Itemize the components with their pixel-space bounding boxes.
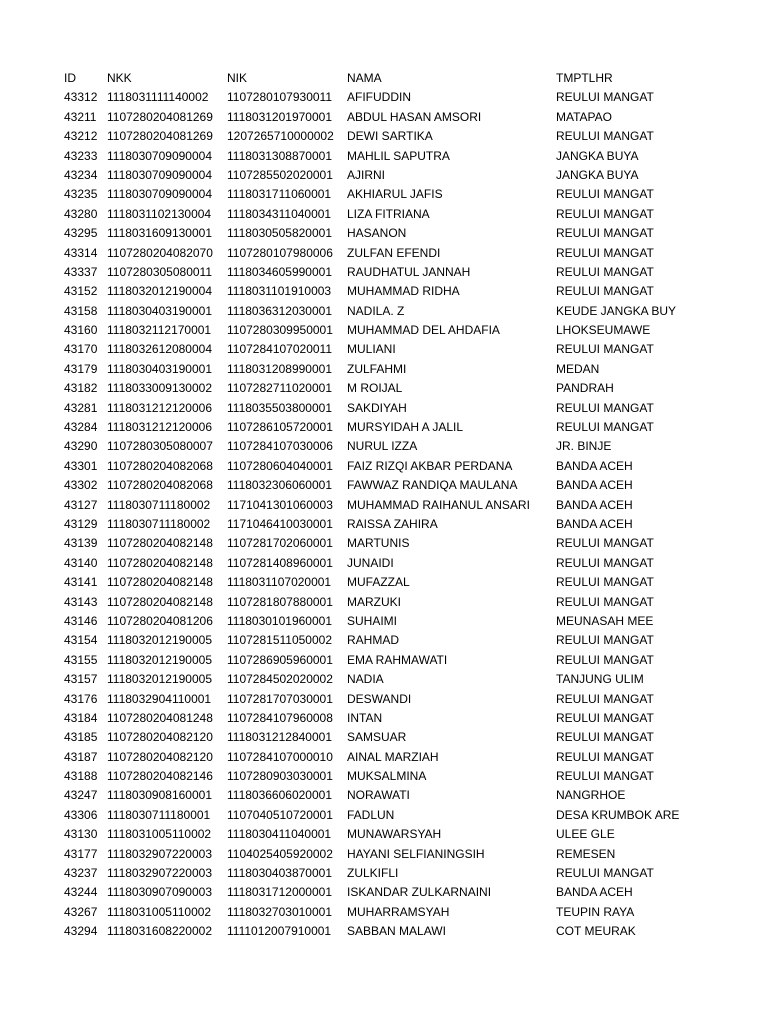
- cell-tmptlhr: REULUI MANGAT: [556, 400, 654, 415]
- cell-id: 43158: [64, 303, 98, 318]
- cell-id: 43152: [64, 284, 98, 299]
- cell-nkk: 1118031609130001: [107, 226, 212, 241]
- cell-tmptlhr: REMESEN: [556, 846, 616, 861]
- cell-tmptlhr: REULUI MANGAT: [556, 730, 654, 745]
- cell-id: 43155: [64, 652, 98, 667]
- cell-nama: INTAN: [347, 710, 383, 725]
- cell-tmptlhr: BANDA ACEH: [556, 885, 633, 900]
- cell-nik: 1118031308870001: [227, 148, 332, 163]
- cell-id: 43267: [64, 904, 98, 919]
- cell-tmptlhr: REULUI MANGAT: [556, 710, 654, 725]
- cell-tmptlhr: REULUI MANGAT: [556, 264, 654, 279]
- cell-tmptlhr: LHOKSEUMAWE: [556, 323, 651, 338]
- cell-nama: DEWI SARTIKA: [347, 129, 433, 144]
- cell-id: 43130: [64, 827, 98, 842]
- cell-nik: 1107280604040001: [227, 458, 333, 473]
- cell-tmptlhr: ULEE GLE: [556, 827, 615, 842]
- cell-nkk: 1107280204082068: [107, 458, 213, 473]
- cell-tmptlhr: REULUI MANGAT: [556, 129, 654, 144]
- cell-tmptlhr: MEUNASAH MEE: [556, 613, 654, 628]
- cell-id: 43247: [64, 788, 98, 803]
- cell-nik: 1118031208990001: [227, 361, 332, 376]
- cell-tmptlhr: REULUI MANGAT: [556, 284, 654, 299]
- cell-tmptlhr: REULUI MANGAT: [556, 536, 654, 551]
- cell-nkk: 1118032112170001: [107, 323, 212, 338]
- cell-id: 43179: [64, 361, 98, 376]
- cell-nkk: 1118030403190001: [107, 303, 212, 318]
- cell-nkk: 1107280204082148: [107, 536, 213, 551]
- header-nik: NIK: [227, 71, 248, 85]
- cell-nik: 1107284107020011: [227, 342, 332, 357]
- cell-tmptlhr: REULUI MANGAT: [556, 633, 654, 648]
- cell-id: 43129: [64, 516, 98, 531]
- cell-nik: 1107280309950001: [227, 323, 333, 338]
- cell-nama: FADLUN: [347, 807, 395, 822]
- cell-nkk: 1118030711180001: [107, 807, 211, 822]
- cell-nama: DESWANDI: [347, 691, 412, 706]
- cell-id: 43139: [64, 536, 98, 551]
- cell-id: 43290: [64, 439, 98, 454]
- cell-tmptlhr: MEDAN: [556, 361, 600, 376]
- cell-nkk: 1107280204082070: [107, 245, 213, 260]
- cell-nik: 1171041301060003: [227, 497, 333, 512]
- cell-nik: 1118031107020001: [227, 575, 332, 590]
- cell-nik: 1118034605990001: [227, 264, 332, 279]
- cell-nkk: 1118031102130004: [107, 206, 212, 221]
- cell-nama: MARTUNIS: [347, 536, 410, 551]
- cell-nik: 1207265710000002: [227, 129, 334, 144]
- header-tmptlhr: TMPTLHR: [556, 71, 613, 85]
- cell-tmptlhr: COT MEURAK: [556, 924, 636, 939]
- cell-nama: SABBAN MALAWI: [347, 924, 446, 939]
- cell-tmptlhr: KEUDE JANGKA BUY: [556, 303, 677, 318]
- cell-tmptlhr: JANGKA BUYA: [556, 167, 639, 182]
- cell-id: 43184: [64, 710, 98, 725]
- cell-tmptlhr: TANJUNG ULIM: [556, 672, 644, 687]
- cell-nama: MURSYIDAH A JALIL: [347, 420, 464, 435]
- cell-tmptlhr: REULUI MANGAT: [556, 749, 654, 764]
- cell-nama: MUKSALMINA: [347, 769, 427, 784]
- cell-nik: 1107284107000010: [227, 749, 333, 764]
- cell-tmptlhr: REULUI MANGAT: [556, 90, 654, 105]
- cell-nkk: 1118030709090004: [107, 187, 212, 202]
- cell-nama: HASANON: [347, 226, 407, 241]
- cell-tmptlhr: NANGRHOE: [556, 788, 626, 803]
- cell-id: 43157: [64, 672, 98, 687]
- header-id: ID: [64, 71, 76, 85]
- cell-nama: ZULKIFLI: [347, 866, 399, 881]
- cell-id: 43146: [64, 613, 98, 628]
- cell-nkk: 1118032612080004: [107, 342, 212, 357]
- cell-tmptlhr: BANDA ACEH: [556, 478, 633, 493]
- cell-id: 43233: [64, 148, 98, 163]
- cell-id: 43244: [64, 885, 98, 900]
- cell-id: 43160: [64, 323, 98, 338]
- cell-id: 43154: [64, 633, 98, 648]
- cell-id: 43280: [64, 206, 98, 221]
- cell-nik: 1118034311040001: [227, 206, 332, 221]
- cell-nama: M ROIJAL: [347, 381, 403, 396]
- cell-nkk: 1118031608220002: [107, 924, 212, 939]
- cell-id: 43294: [64, 924, 98, 939]
- cell-tmptlhr: BANDA ACEH: [556, 497, 633, 512]
- cell-id: 43185: [64, 730, 98, 745]
- cell-nik: 1107280903030001: [227, 769, 333, 784]
- cell-nama: ZULFAHMI: [347, 361, 407, 376]
- cell-id: 43182: [64, 381, 98, 396]
- cell-nama: NADILA. Z: [347, 303, 405, 318]
- cell-nama: EMA RAHMAWATI: [347, 652, 448, 667]
- cell-tmptlhr: REULUI MANGAT: [556, 575, 654, 590]
- cell-nkk: 1118032012190005: [107, 652, 212, 667]
- cell-tmptlhr: REULUI MANGAT: [556, 245, 654, 260]
- cell-id: 43187: [64, 749, 98, 764]
- cell-nkk: 1107280204081248: [107, 710, 213, 725]
- cell-nama: ZULFAN EFENDI: [347, 245, 441, 260]
- cell-nama: SAKDIYAH: [347, 400, 407, 415]
- cell-id: 43284: [64, 420, 98, 435]
- cell-id: 43212: [64, 129, 98, 144]
- cell-nama: ABDUL HASAN AMSORI: [347, 109, 482, 124]
- cell-id: 43301: [64, 458, 98, 473]
- cell-nkk: 1107280204082068: [107, 478, 213, 493]
- cell-tmptlhr: MATAPAO: [556, 109, 613, 124]
- cell-tmptlhr: BANDA ACEH: [556, 516, 633, 531]
- cell-nama: SAMSUAR: [347, 730, 407, 745]
- cell-nkk: 1118032904110001: [107, 691, 212, 706]
- cell-tmptlhr: JR. BINJE: [556, 439, 612, 454]
- cell-nkk: 1118032907220003: [107, 846, 212, 861]
- cell-nik: 1107280107980006: [227, 245, 333, 260]
- cell-id: 43312: [64, 90, 98, 105]
- cell-nik: 1118036312030001: [227, 303, 332, 318]
- cell-nik: 1118030411040001: [227, 827, 332, 842]
- cell-nkk: 1107280204082148: [107, 575, 213, 590]
- cell-tmptlhr: REULUI MANGAT: [556, 187, 654, 202]
- cell-nama: MARZUKI: [347, 594, 401, 609]
- cell-nkk: 1118030908160001: [107, 788, 212, 803]
- cell-nik: 1118031711060001: [227, 187, 332, 202]
- cell-nama: AINAL MARZIAH: [347, 749, 439, 764]
- cell-nama: RAISSA ZAHIRA: [347, 516, 438, 531]
- cell-nik: 1118036606020001: [227, 788, 332, 803]
- cell-nkk: 1107280204082148: [107, 555, 213, 570]
- cell-nik: 1107280107930011: [227, 90, 332, 105]
- cell-nama: MUHAMMAD RIDHA: [347, 284, 460, 299]
- cell-nik: 1118030403870001: [227, 866, 332, 881]
- cell-nkk: 1118030907090003: [107, 885, 212, 900]
- cell-nkk: 1118032012190005: [107, 633, 212, 648]
- cell-nik: 1107282711020001: [227, 381, 332, 396]
- cell-nkk: 1118031111140002: [107, 90, 209, 105]
- cell-nik: 1107040510720001: [227, 807, 333, 822]
- cell-tmptlhr: DESA KRUMBOK ARE: [556, 807, 680, 822]
- cell-nama: AJIRNI: [347, 167, 386, 182]
- cell-nik: 1107281408960001: [227, 555, 333, 570]
- cell-nik: 1118031712000001: [227, 885, 332, 900]
- cell-nama: MUHAMMAD DEL AHDAFIA: [347, 323, 500, 338]
- cell-nama: RAUDHATUL JANNAH: [347, 264, 471, 279]
- cell-nik: 1118032703010001: [227, 904, 332, 919]
- cell-id: 43176: [64, 691, 98, 706]
- cell-nama: SUHAIMI: [347, 613, 398, 628]
- cell-nkk: 1107280204081269: [107, 129, 213, 144]
- cell-nama: LIZA FITRIANA: [347, 206, 430, 221]
- cell-id: 43188: [64, 769, 98, 784]
- cell-nik: 1118030505820001: [227, 226, 332, 241]
- cell-nkk: 1118031212120006: [107, 420, 212, 435]
- cell-id: 43127: [64, 497, 98, 512]
- cell-tmptlhr: BANDA ACEH: [556, 458, 633, 473]
- cell-tmptlhr: REULUI MANGAT: [556, 342, 654, 357]
- cell-nik: 1107281707030001: [227, 691, 333, 706]
- cell-nkk: 1107280204082120: [107, 730, 213, 745]
- cell-nkk: 1107280204082148: [107, 594, 213, 609]
- cell-nik: 1118032306060001: [227, 478, 332, 493]
- cell-nik: 1118031201970001: [227, 109, 332, 124]
- cell-id: 43237: [64, 866, 98, 881]
- cell-id: 43306: [64, 807, 98, 822]
- cell-nik: 1118031212840001: [227, 730, 332, 745]
- cell-id: 43211: [64, 109, 97, 124]
- cell-nama: AFIFUDDIN: [347, 90, 411, 105]
- cell-nik: 1107281702060001: [227, 536, 333, 551]
- header-nama: NAMA: [347, 71, 382, 85]
- cell-nkk: 1107280204081206: [107, 613, 213, 628]
- cell-nama: FAWWAZ RANDIQA MAULANA: [347, 478, 518, 493]
- cell-tmptlhr: REULUI MANGAT: [556, 206, 654, 221]
- cell-id: 43295: [64, 226, 98, 241]
- cell-id: 43281: [64, 400, 98, 415]
- cell-id: 43143: [64, 594, 98, 609]
- header-nkk: NKK: [107, 71, 132, 85]
- cell-nkk: 1107280204082146: [107, 769, 213, 784]
- cell-nkk: 1118033009130002: [107, 381, 212, 396]
- cell-nik: 1118030101960001: [227, 613, 332, 628]
- cell-nkk: 1107280204081269: [107, 109, 213, 124]
- cell-nik: 1111012007910001: [227, 924, 332, 939]
- cell-tmptlhr: REULUI MANGAT: [556, 652, 654, 667]
- cell-nama: MAHLIL SAPUTRA: [347, 148, 450, 163]
- cell-id: 43235: [64, 187, 98, 202]
- cell-tmptlhr: REULUI MANGAT: [556, 594, 654, 609]
- cell-nkk: 1118030709090004: [107, 148, 212, 163]
- cell-nama: JUNAIDI: [347, 555, 394, 570]
- cell-nama: MUHARRAMSYAH: [347, 904, 450, 919]
- cell-nkk: 1118030403190001: [107, 361, 212, 376]
- cell-nkk: 1107280305080007: [107, 439, 213, 454]
- cell-nik: 1118031101910003: [227, 284, 332, 299]
- cell-tmptlhr: REULUI MANGAT: [556, 866, 654, 881]
- cell-id: 43337: [64, 264, 98, 279]
- cell-nik: 1107284107960008: [227, 710, 333, 725]
- cell-id: 43140: [64, 555, 98, 570]
- cell-tmptlhr: REULUI MANGAT: [556, 769, 654, 784]
- cell-id: 43177: [64, 846, 98, 861]
- cell-tmptlhr: REULUI MANGAT: [556, 555, 654, 570]
- cell-nik: 1107281511050002: [227, 633, 332, 648]
- cell-nik: 1107285502020001: [227, 167, 333, 182]
- cell-nik: 1107284502020002: [227, 672, 333, 687]
- cell-nik: 1104025405920002: [227, 846, 333, 861]
- cell-nama: MUFAZZAL: [347, 575, 410, 590]
- cell-nama: MUHAMMAD RAIHANUL ANSARI: [347, 497, 530, 512]
- cell-nkk: 1118032907220003: [107, 866, 212, 881]
- cell-nkk: 1107280204082120: [107, 749, 213, 764]
- cell-nkk: 1118030709090004: [107, 167, 212, 182]
- cell-id: 43170: [64, 342, 98, 357]
- cell-nik: 1107286105720001: [227, 420, 333, 435]
- cell-nama: FAIZ RIZQI AKBAR PERDANA: [347, 458, 513, 473]
- cell-nama: ISKANDAR ZULKARNAINI: [347, 885, 492, 900]
- cell-id: 43314: [64, 245, 98, 260]
- cell-nkk: 1118031212120006: [107, 400, 212, 415]
- cell-nkk: 1118032012190004: [107, 284, 212, 299]
- cell-id: 43141: [64, 575, 98, 590]
- cell-nama: MUNAWARSYAH: [347, 827, 442, 842]
- cell-nama: RAHMAD: [347, 633, 400, 648]
- cell-nkk: 1118031005110002: [107, 827, 212, 842]
- cell-nama: NURUL IZZA: [347, 439, 418, 454]
- cell-nik: 1118035503800001: [227, 400, 332, 415]
- cell-tmptlhr: REULUI MANGAT: [556, 420, 654, 435]
- cell-id: 43302: [64, 478, 98, 493]
- cell-nik: 1171046410030001: [227, 516, 333, 531]
- cell-id: 43234: [64, 167, 98, 182]
- cell-tmptlhr: PANDRAH: [556, 381, 614, 396]
- cell-nkk: 1118031005110002: [107, 904, 212, 919]
- cell-nkk: 1118030711180002: [107, 497, 211, 512]
- cell-nama: NADIA: [347, 672, 384, 687]
- cell-nama: AKHIARUL JAFIS: [347, 187, 443, 202]
- cell-nama: MULIANI: [347, 342, 396, 357]
- cell-nik: 1107281807880001: [227, 594, 333, 609]
- cell-nik: 1107284107030006: [227, 439, 333, 454]
- cell-tmptlhr: TEUPIN RAYA: [556, 904, 635, 919]
- cell-nama: NORAWATI: [347, 788, 410, 803]
- cell-nkk: 1118032012190005: [107, 672, 212, 687]
- cell-tmptlhr: JANGKA BUYA: [556, 148, 639, 163]
- cell-nik: 1107286905960001: [227, 652, 333, 667]
- cell-nkk: 1118030711180002: [107, 516, 211, 531]
- cell-tmptlhr: REULUI MANGAT: [556, 691, 654, 706]
- cell-nkk: 1107280305080011: [107, 264, 212, 279]
- cell-tmptlhr: REULUI MANGAT: [556, 226, 654, 241]
- cell-nama: HAYANI SELFIANINGSIH: [347, 846, 485, 861]
